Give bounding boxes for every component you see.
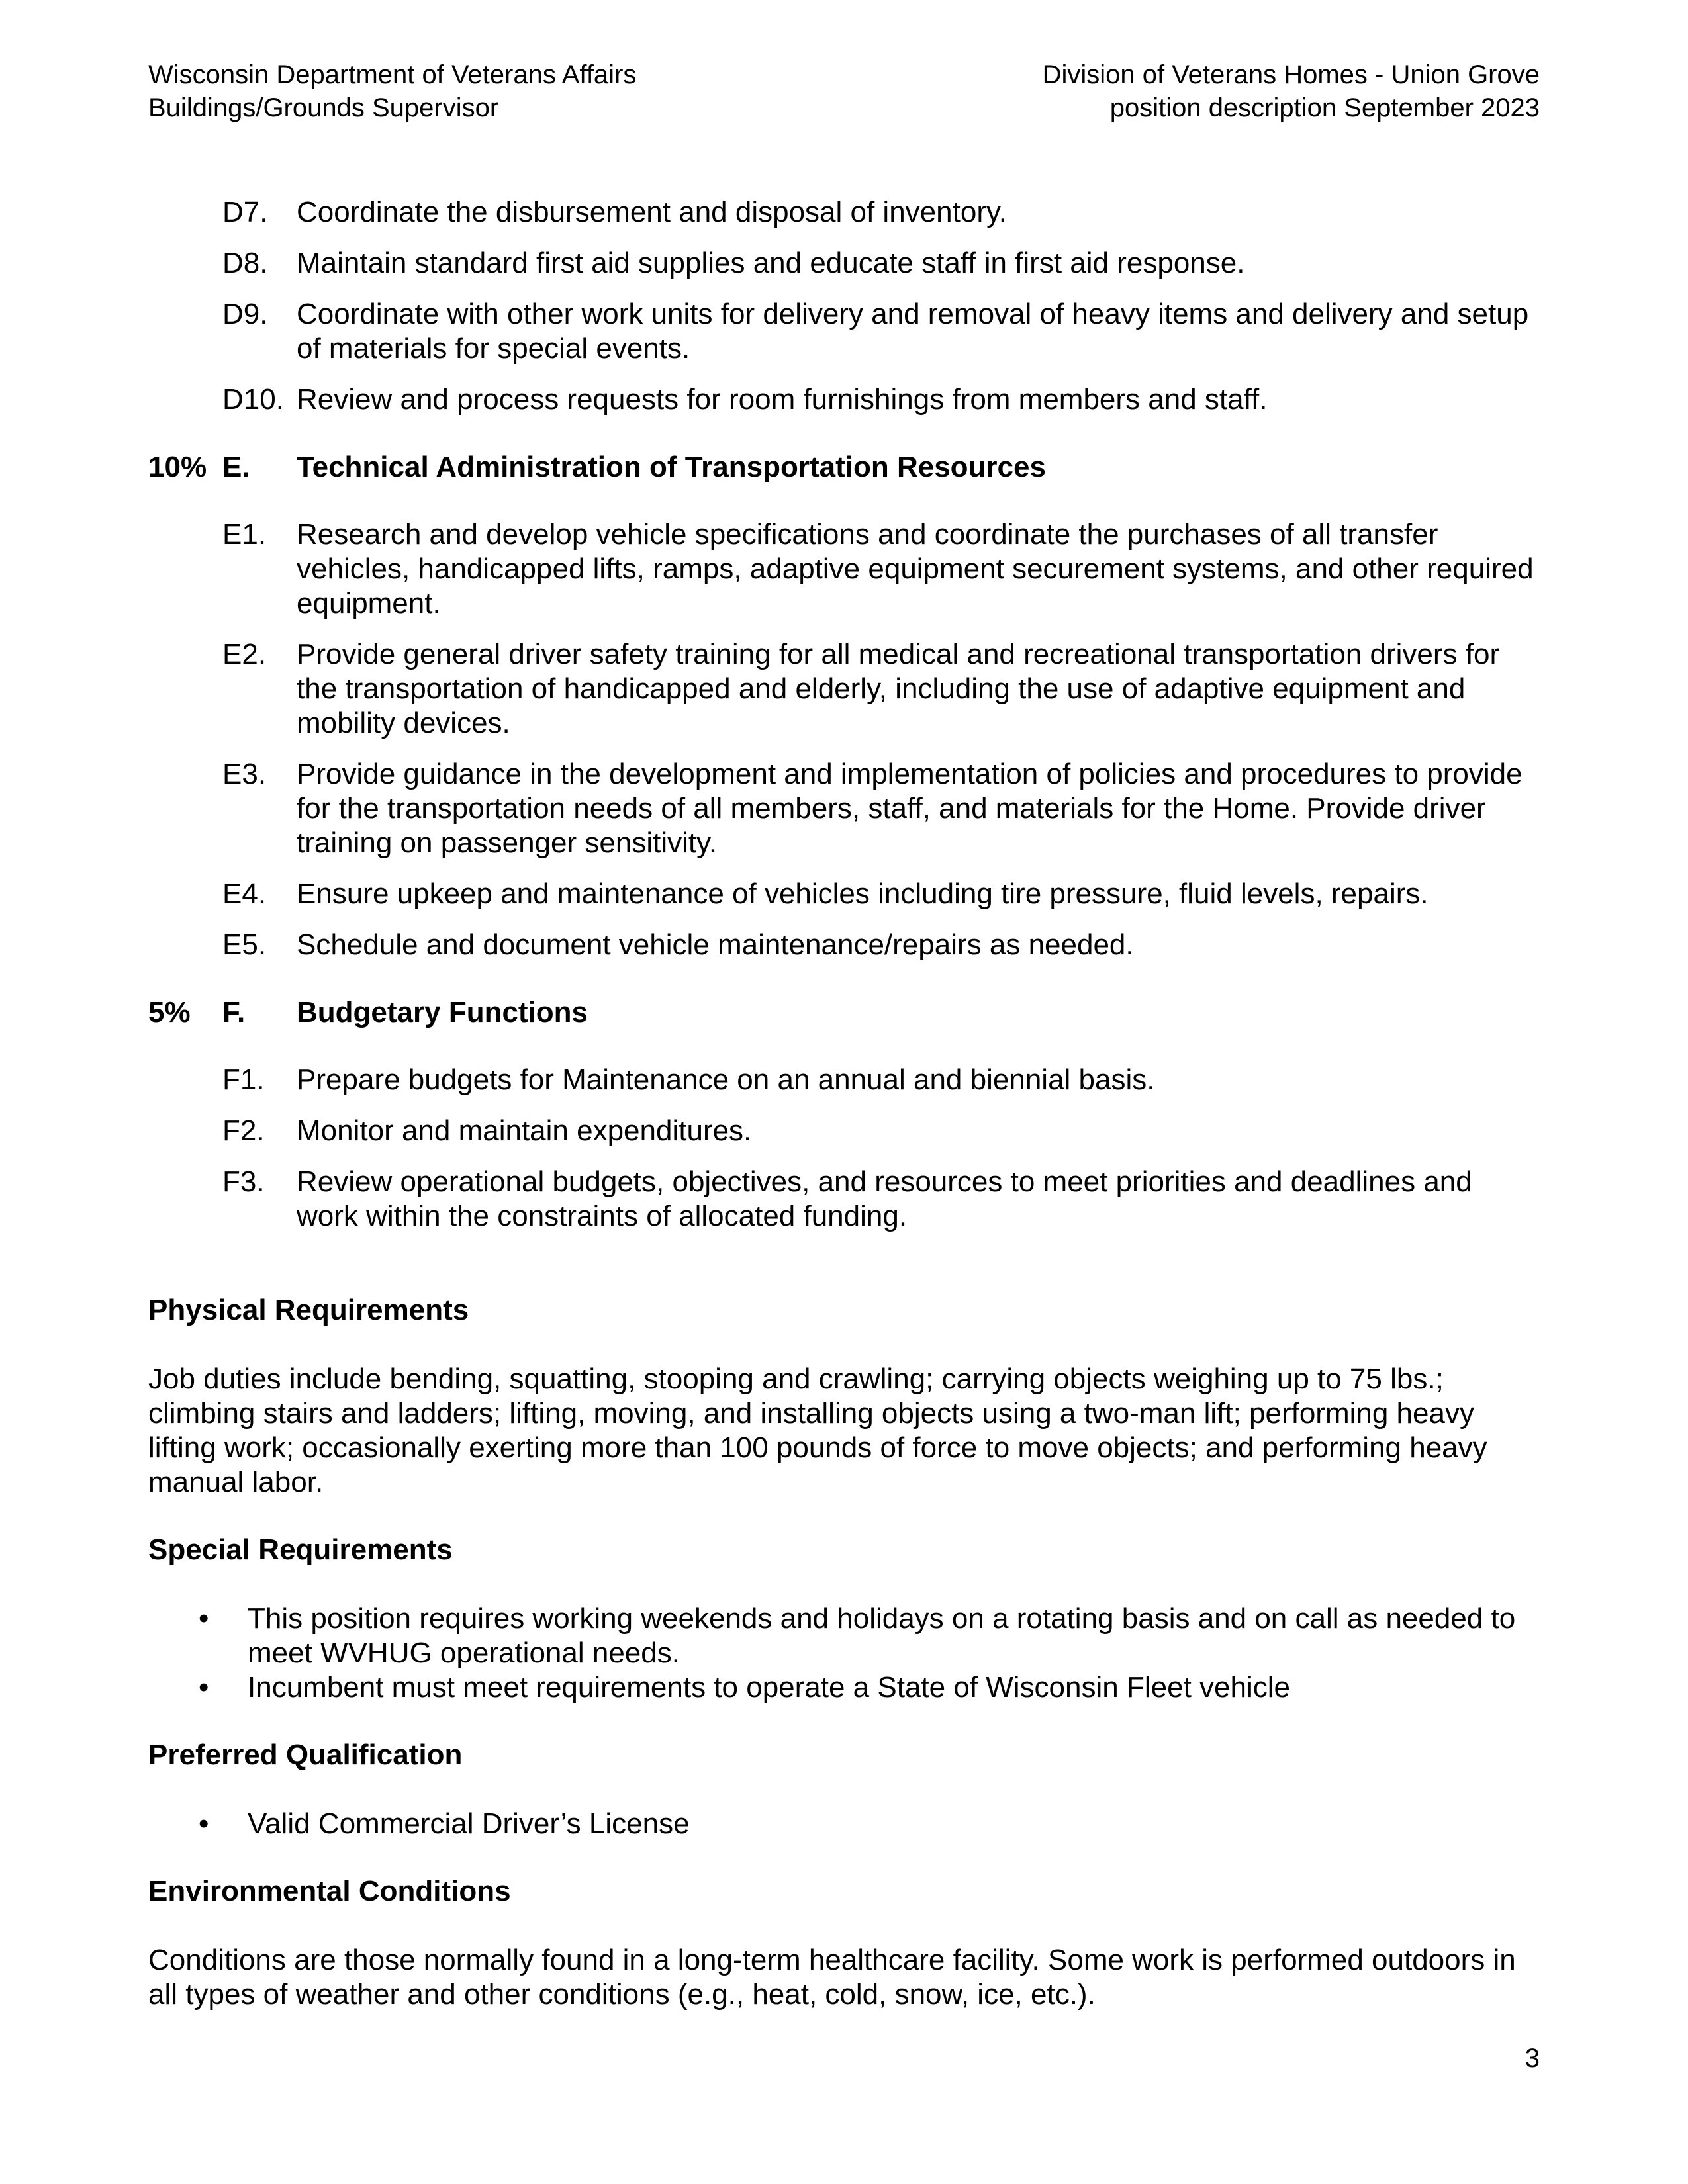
section-f-heading	[148, 995, 1540, 1030]
list-item	[148, 1807, 1540, 1841]
duty-code: E2.	[222, 638, 267, 670]
duty-text: Review operational budgets, objectives, and resources to meet priorities and deadlines and work within the constraints of allocated funding.	[297, 1165, 1472, 1232]
duty-code: E5.	[222, 929, 267, 961]
duty-text: Provide guidance in the development and implementation of policies and procedures to provide for the transportation needs of all members, staff, and materials for the Home. Provide driver training on passenger sensitivity.	[297, 758, 1523, 859]
duty-text: Maintain standard first aid supplies and educate staff in first aid response.	[297, 247, 1245, 279]
header-agency: Wisconsin Department of Veterans Affairs	[148, 60, 637, 89]
duty-item-e4	[148, 877, 1540, 911]
duty-item-e5	[148, 928, 1540, 962]
duty-text: Research and develop vehicle specifications and coordinate the purchases of all transfer vehicles, handicapped lifts, ramps, adaptive equipment securement systems, and other required equipment.	[297, 518, 1534, 619]
section-letter: F.	[222, 996, 246, 1028]
section-letter: E.	[222, 451, 250, 483]
duty-text: Coordinate with other work units for delivery and removal of heavy items and delivery and setup of materials for special events.	[297, 298, 1529, 365]
bullet-icon: •	[199, 1602, 209, 1635]
section-percent: 5%	[148, 996, 191, 1028]
duty-item-e3	[148, 757, 1540, 860]
duty-code: E4.	[222, 878, 267, 910]
duty-code: D10.	[222, 383, 284, 416]
preferred-qualification-heading: Preferred Qualification	[148, 1739, 463, 1771]
section-title: Technical Administration of Transportation Resources	[297, 451, 1046, 483]
section-e-heading	[148, 450, 1540, 484]
duty-code: F3.	[222, 1165, 265, 1198]
duty-code: F2.	[222, 1115, 265, 1147]
document-body	[148, 195, 1540, 2012]
special-requirements-heading: Special Requirements	[148, 1533, 453, 1566]
duty-item-e1	[148, 518, 1540, 621]
header-date: position description September 2023	[1109, 93, 1540, 122]
duty-code: F1.	[222, 1064, 265, 1096]
duty-text: Ensure upkeep and maintenance of vehicles including tire pressure, fluid levels, repairs.	[297, 878, 1429, 910]
list-item-text: Valid Commercial Driver’s License	[248, 1807, 690, 1840]
duty-item-f1	[148, 1063, 1540, 1097]
duty-code: D7.	[222, 196, 268, 228]
special-requirements-list	[148, 1602, 1540, 1705]
duty-item-d8	[148, 246, 1540, 281]
duty-text: Provide general driver safety training for all medical and recreational transportation drivers for the transportation of handicapped and elderly, including the use of adaptive equipment and mobility devices.	[297, 638, 1500, 739]
section-title: Budgetary Functions	[297, 996, 588, 1028]
list-item-text: Incumbent must meet requirements to operate a State of Wisconsin Fleet vehicle	[248, 1671, 1290, 1704]
section-percent: 10%	[148, 451, 207, 483]
header-left	[148, 58, 636, 124]
header-position: Buildings/Grounds Supervisor	[148, 93, 499, 122]
duty-item-d7	[148, 195, 1540, 230]
header-division: Division of Veterans Homes - Union Grove	[1042, 60, 1540, 89]
duty-text: Coordinate the disbursement and disposal of inventory.	[297, 196, 1007, 228]
duty-text: Monitor and maintain expenditures.	[297, 1115, 752, 1147]
duty-text: Prepare budgets for Maintenance on an annual and biennial basis.	[297, 1064, 1155, 1096]
physical-requirements-text: Job duties include bending, squatting, stooping and crawling; carrying objects weighing up to 75 lbs.; climbing stairs and ladders; lifting, moving, and installing objects using a two-man lift; performing heavy lifting work; occasionally exerting more than 100 pounds of force to move objects; and performing heavy manual labor.	[148, 1363, 1487, 1498]
duty-item-f3	[148, 1165, 1540, 1234]
environmental-conditions-heading: Environmental Conditions	[148, 1875, 511, 1907]
list-item-text: This position requires working weekends and holidays on a rotating basis and on call as needed to meet WVHUG operational needs.	[248, 1602, 1516, 1669]
bullet-icon: •	[199, 1671, 209, 1704]
page-number: 3	[1524, 2044, 1540, 2073]
duty-text: Schedule and document vehicle maintenance/repairs as needed.	[297, 929, 1134, 961]
list-item	[148, 1670, 1540, 1705]
physical-requirements-heading: Physical Requirements	[148, 1294, 469, 1326]
duty-code: E3.	[222, 758, 267, 790]
duty-item-d9	[148, 297, 1540, 366]
header-right	[1043, 58, 1540, 124]
duty-item-d10	[148, 383, 1540, 417]
bullet-icon: •	[199, 1807, 209, 1840]
duty-code: D8.	[222, 247, 268, 279]
environmental-conditions-text: Conditions are those normally found in a long-term healthcare facility. Some work is performed outdoors in all types of weather and other conditions (e.g., heat, cold, snow, ice, etc.).	[148, 1944, 1516, 2011]
duty-item-f2	[148, 1114, 1540, 1148]
duty-item-e2	[148, 637, 1540, 741]
list-item	[148, 1602, 1540, 1670]
duty-code: E1.	[222, 518, 267, 551]
duty-code: D9.	[222, 298, 268, 330]
duty-text: Review and process requests for room furnishings from members and staff.	[297, 383, 1268, 416]
preferred-qualification-list	[148, 1807, 1540, 1841]
